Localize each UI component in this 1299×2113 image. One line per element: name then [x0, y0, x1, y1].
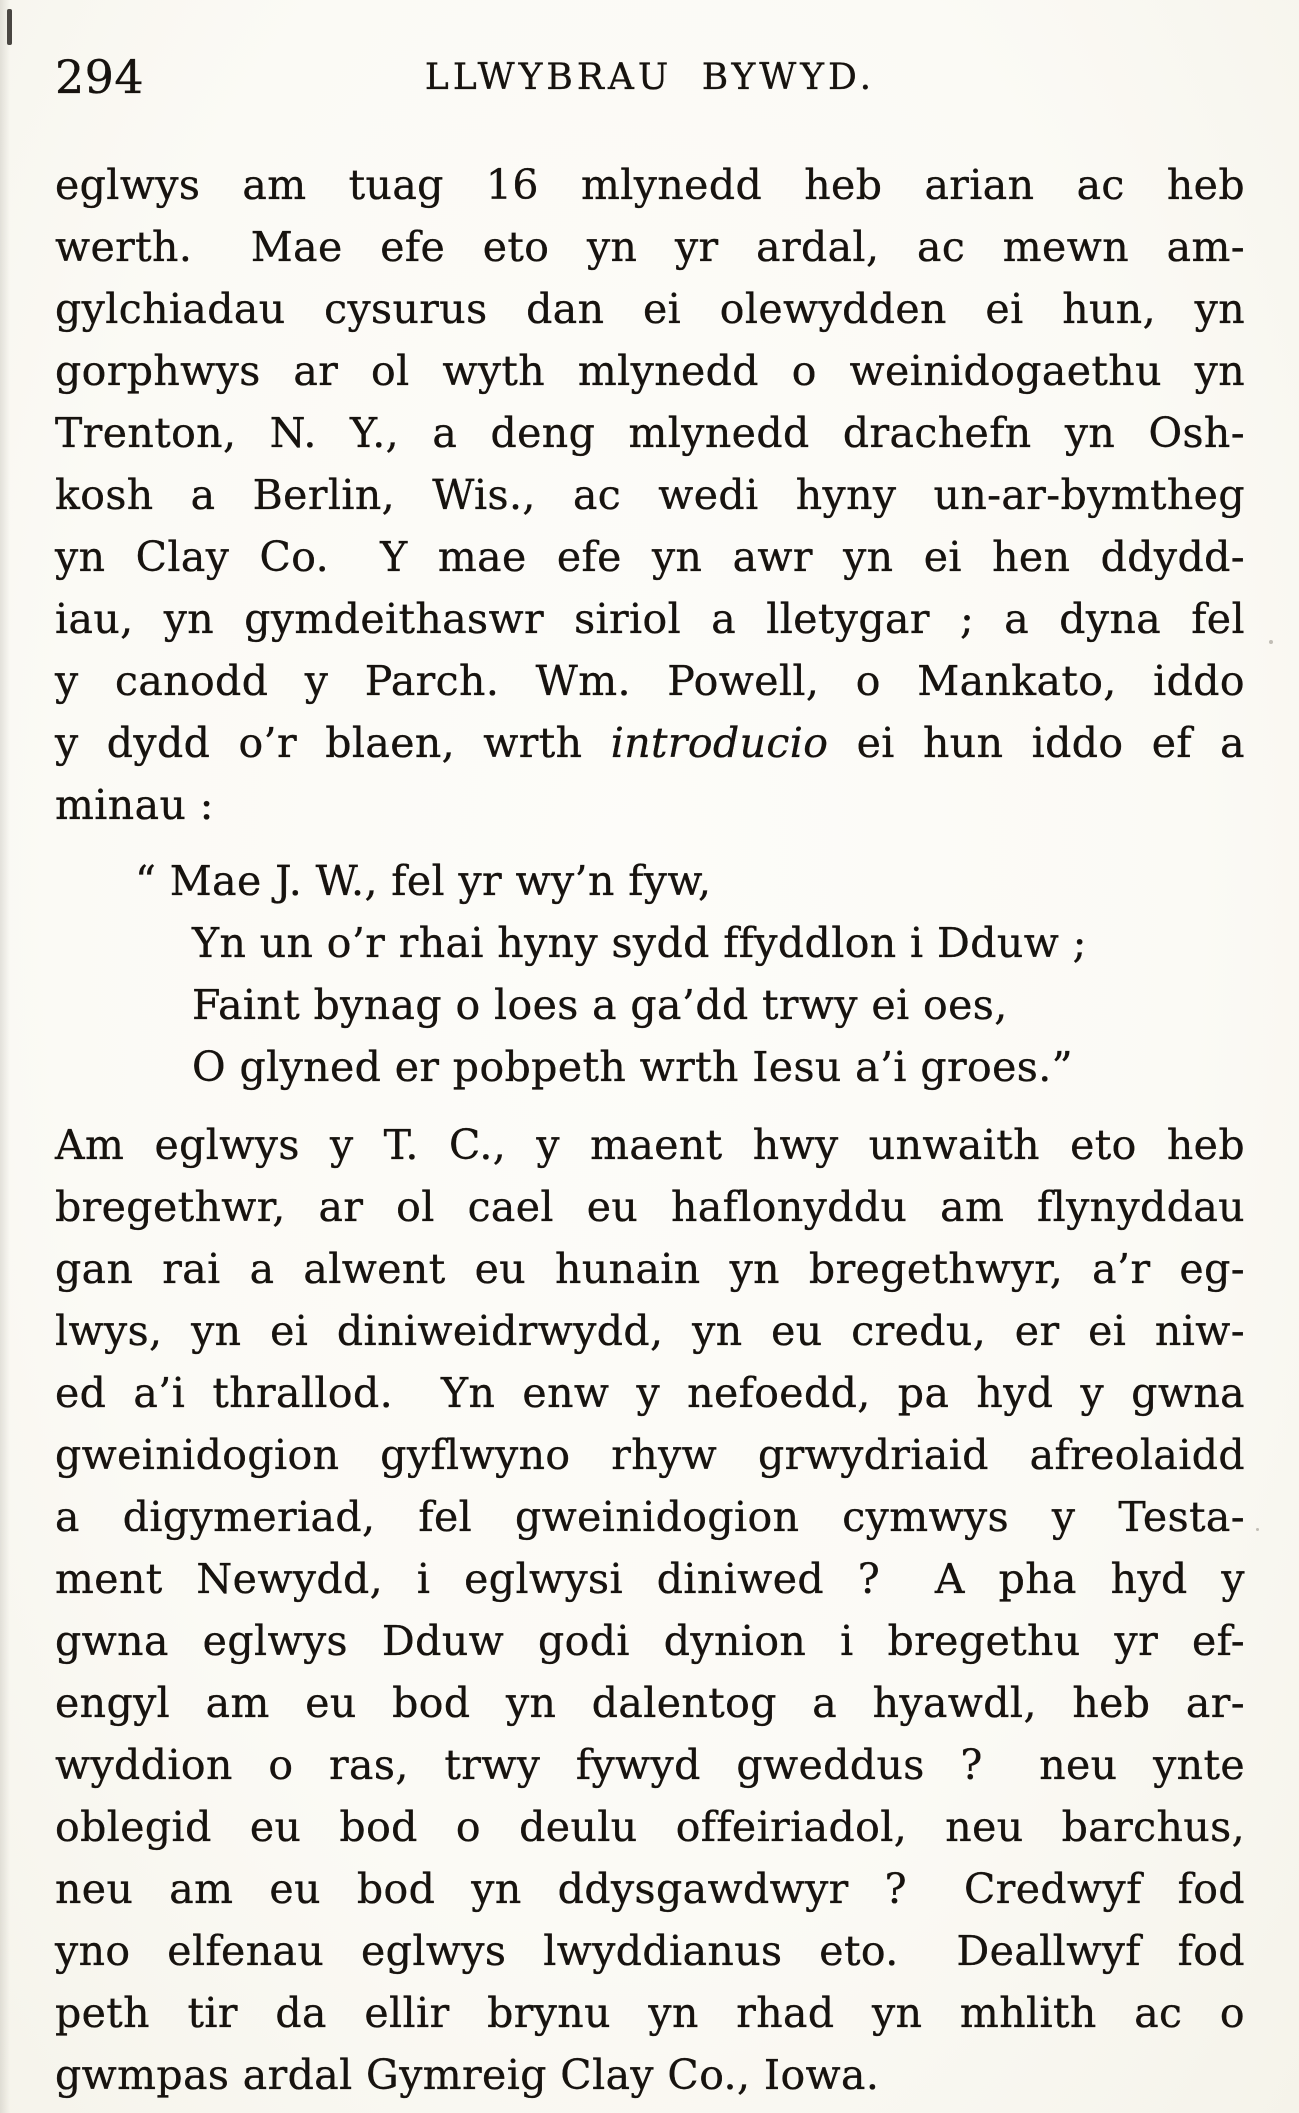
italic-word: introducio — [610, 719, 829, 767]
text-line: iau, yn gymdeithaswr siriol a lletygar ; a dyna fel — [55, 595, 1245, 643]
page-body — [55, 154, 1245, 2106]
poem-line: Yn un o’r rhai hyny sydd ffyddlon i Dduw ; — [192, 919, 1087, 967]
text-line: gwmpas ardal Gymreig Clay Co., Iowa. — [55, 2051, 880, 2099]
poem-line: Faint bynag o loes a ga’dd trwy ei oes, — [192, 981, 1008, 1029]
text-fragment: ei hun iddo ef a — [828, 719, 1246, 767]
scan-speck — [1256, 1528, 1259, 1531]
text-line: eglwys am tuag 16 mlynedd heb arian ac heb — [55, 161, 1245, 209]
poem-line: “ Mae J. W., fel yr wy’n fyw, — [135, 857, 712, 905]
text-line: yn Clay Co. Y mae efe yn awr yn ei hen ddydd- — [55, 533, 1245, 581]
text-line: gorphwys ar ol wyth mlynedd o weinidogaethu yn — [55, 347, 1245, 395]
paragraph-2 — [55, 1114, 1245, 2106]
text-line: a digymeriad, fel gweinidogion cymwys y Testa- — [55, 1493, 1245, 1541]
paragraph-1 — [55, 154, 1245, 836]
text-line: gwna eglwys Dduw godi dynion i bregethu yr ef- — [55, 1617, 1245, 1665]
text-line — [55, 712, 1245, 774]
text-line: minau : — [55, 781, 214, 829]
text-line: bregethwr, ar ol cael eu haflonyddu am flynyddau — [55, 1183, 1245, 1231]
text-line: Trenton, N. Y., a deng mlynedd drachefn yn Osh- — [55, 409, 1245, 457]
page-number: 294 — [55, 50, 144, 104]
text-line: peth tir da ellir brynu yn rhad yn mhlith ac o — [55, 1989, 1245, 2037]
scan-speck — [1269, 640, 1273, 644]
text-line: engyl am eu bod yn dalentog a hyawdl, heb ar- — [55, 1679, 1245, 1727]
text-line: gylchiadau cysurus dan ei olewydden ei hun, yn — [55, 285, 1245, 333]
text-line: wyddion o ras, trwy fywyd gweddus ? neu ynte — [55, 1741, 1245, 1789]
text-line: yno elfenau eglwys lwyddianus eto. Deallwyf fod — [55, 1927, 1245, 1975]
text-line: kosh a Berlin, Wis., ac wedi hyny un-ar-bymtheg — [55, 471, 1245, 519]
text-line: ed a’i thrallod. Yn enw y nefoedd, pa hyd y gwna — [55, 1369, 1245, 1417]
text-line: gan rai a alwent eu hunain yn bregethwyr, a’r eg- — [55, 1245, 1245, 1293]
poem-quotation — [135, 850, 1245, 1098]
text-line: lwys, yn ei diniweidrwydd, yn eu credu, er ei niw- — [55, 1307, 1245, 1355]
text-line: y canodd y Parch. Wm. Powell, o Mankato, iddo — [55, 657, 1245, 705]
scan-edge-shadow — [0, 0, 10, 2113]
text-line: Am eglwys y T. C., y maent hwy unwaith eto heb — [55, 1121, 1245, 1169]
running-title: LLWYBRAU BYWYD. — [424, 57, 876, 98]
text-fragment: y dydd o’r blaen, wrth — [55, 719, 611, 767]
text-line: neu am eu bod yn ddysgawdwyr ? Credwyf fod — [55, 1865, 1245, 1913]
poem-line: O glyned er pobpeth wrth Iesu a’i groes.” — [192, 1043, 1074, 1091]
text-line: oblegid eu bod o deulu offeiriadol, neu barchus, — [55, 1803, 1245, 1851]
text-line: gweinidogion gyflwyno rhyw grwydriaid afreolaidd — [55, 1431, 1245, 1479]
text-line: ment Newydd, i eglwysi diniwed ? A pha hyd y — [55, 1555, 1245, 1603]
page-header — [55, 38, 1245, 104]
text-line: werth. Mae efe eto yn yr ardal, ac mewn am- — [55, 223, 1245, 271]
